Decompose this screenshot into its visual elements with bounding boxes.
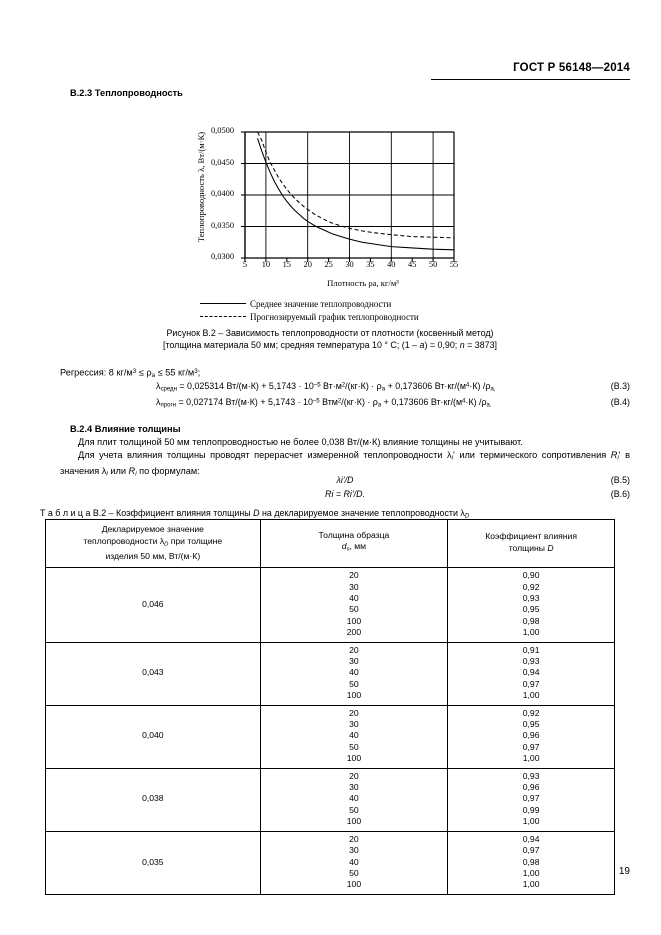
chart-x-tick: 45 bbox=[408, 260, 417, 269]
section-heading-b24: В.2.4 Влияние толщины bbox=[70, 424, 181, 434]
coefficient-value: 0,91 bbox=[522, 644, 540, 655]
section-b24-paragraph-2: Для учета влияния толщины проводят перерасчет измеренной теплопроводности $\lambda_і'$ или термического сопротивления $R_і'$ в значения $\lambda_і$ или $R_і$ по формулам: bbox=[60, 450, 630, 478]
thickness-value: 100 bbox=[346, 879, 362, 890]
coefficient-value: 0,94 bbox=[522, 833, 540, 844]
thickness-value: 20 bbox=[349, 570, 359, 581]
coefficient-value: 1,00 bbox=[522, 627, 540, 638]
thickness-value: 200 bbox=[346, 627, 362, 638]
thermal-conductivity-chart bbox=[188, 110, 478, 300]
coefficient-value: 1,00 bbox=[522, 867, 540, 878]
formula-b5-body: λі'/D bbox=[336, 475, 354, 485]
coefficient-value: 0,96 bbox=[522, 730, 540, 741]
legend-entry-predicted bbox=[200, 310, 500, 323]
table-header-declared-lambda: Декларируемое значение теплопроводности $\lambda_D$ при толщине изделия 50 мм, Вт/(м·К) bbox=[46, 520, 261, 568]
thickness-value: 40 bbox=[349, 856, 359, 867]
chart-x-tick: 15 bbox=[282, 260, 291, 269]
thickness-coefficient-table bbox=[45, 519, 615, 895]
legend-entry-mean bbox=[200, 297, 500, 310]
coefficient-value: 0,93 bbox=[522, 656, 540, 667]
coefficient-value: 0,98 bbox=[522, 615, 540, 626]
coefficient-value: 0,92 bbox=[522, 707, 540, 718]
table-cell-thickness-list bbox=[260, 831, 448, 894]
section-b24-paragraph-1: Для плит толщиной 50 мм теплопроводностью не более 0,038 Вт/(м·К) влияние толщины не учитывают. bbox=[78, 437, 523, 447]
table-cell-thickness-list bbox=[260, 705, 448, 768]
chart-y-tick: 0,0300 bbox=[210, 252, 234, 261]
formula-b4-body: $\lambda_{прогн} = 0,027174$ $Вт/(м\cdot К) + 5,1743 \cdot 10^{-5}$ $Втм^2/(кг\cdot К) \cdot \rho_а + 0,173606$ $Вт\cdot кг/(м^4\cdot К)$ $/\rho_{а.}$ bbox=[156, 397, 492, 409]
legend-label-predicted: Прогнозируемый график теплопроводности bbox=[250, 311, 419, 322]
chart-x-tick: 20 bbox=[303, 260, 312, 269]
chart-y-axis-label: Теплопроводность λ, Вт/(м·К) bbox=[196, 131, 206, 243]
coefficient-value: 0,99 bbox=[522, 804, 540, 815]
chart-x-tick: 5 bbox=[242, 260, 248, 269]
coefficient-value: 0,98 bbox=[522, 856, 540, 867]
table-cell-declared-lambda: 0,043 bbox=[46, 642, 261, 705]
chart-x-tick: 40 bbox=[387, 260, 396, 269]
thickness-value: 100 bbox=[346, 816, 362, 827]
formula-b4-number: (В.4) bbox=[610, 397, 630, 407]
formula-b3-row bbox=[60, 381, 630, 392]
table-cell-coefficient-list bbox=[448, 831, 615, 894]
chart-y-tick: 0,0400 bbox=[210, 189, 234, 198]
coefficient-value: 1,00 bbox=[522, 753, 540, 764]
table-cell-thickness-list bbox=[260, 768, 448, 831]
table-header-sample-thickness: Толщина образца $d_ѕ$, мм bbox=[260, 520, 448, 568]
formula-b6-row bbox=[60, 489, 630, 499]
coefficient-value: 1,00 bbox=[522, 879, 540, 890]
coefficient-value: 0,97 bbox=[522, 741, 540, 752]
thickness-value: 50 bbox=[349, 604, 359, 615]
coefficient-value: 0,96 bbox=[522, 782, 540, 793]
thickness-value: 30 bbox=[349, 782, 359, 793]
table-cell-thickness-list bbox=[260, 568, 448, 642]
table-row bbox=[46, 705, 615, 768]
chart-plot-area bbox=[188, 110, 478, 300]
table-title: Т а б л и ц а В.2 – Коэффициент влияния толщины D на декларируемое значение теплопроводности $\lambda_D$ bbox=[40, 508, 470, 520]
table-row bbox=[46, 831, 615, 894]
formula-b5-row bbox=[60, 475, 630, 485]
coefficient-value: 1,00 bbox=[522, 690, 540, 701]
thickness-value: 50 bbox=[349, 678, 359, 689]
chart-x-tick: 10 bbox=[261, 260, 271, 269]
chart-series-1 bbox=[258, 138, 454, 250]
figure-caption-line2: [толщина материала 50 мм; средняя температура 10 ° С; (1 – a) = 0,90; n = 3873] bbox=[162, 340, 497, 350]
thickness-value: 40 bbox=[349, 793, 359, 804]
coefficient-value: 1,00 bbox=[522, 816, 540, 827]
table-cell-declared-lambda: 0,040 bbox=[46, 705, 261, 768]
formula-b4-row bbox=[60, 397, 630, 408]
table-cell-coefficient-list bbox=[448, 705, 615, 768]
table-cell-declared-lambda: 0,038 bbox=[46, 768, 261, 831]
legend-solid-line-icon bbox=[200, 303, 246, 304]
legend-label-mean: Среднее значение теплопроводности bbox=[250, 298, 392, 309]
chart-x-tick: 30 bbox=[345, 260, 354, 269]
thickness-value: 40 bbox=[349, 667, 359, 678]
table-row bbox=[46, 568, 615, 642]
thickness-value: 20 bbox=[349, 644, 359, 655]
coefficient-value: 0,97 bbox=[522, 793, 540, 804]
thickness-value: 20 bbox=[349, 770, 359, 781]
coefficient-value: 0,93 bbox=[522, 770, 540, 781]
chart-x-axis-label: Плотность ρа, кг/м³ bbox=[327, 278, 399, 288]
coefficient-value: 0,92 bbox=[522, 581, 540, 592]
legend-dashed-line-icon bbox=[200, 316, 246, 317]
chart-series-2 bbox=[258, 132, 454, 238]
coefficient-value: 0,95 bbox=[522, 604, 540, 615]
coefficient-value: 0,95 bbox=[522, 719, 540, 730]
formula-b6-body: Rі = Rі'/D. bbox=[325, 489, 365, 499]
thickness-value: 100 bbox=[346, 690, 362, 701]
thickness-value: 50 bbox=[349, 741, 359, 752]
figure-caption bbox=[70, 327, 590, 351]
figure-caption-line1: Рисунок В.2 – Зависимость теплопроводности от плотности (косвенный метод) bbox=[166, 328, 494, 338]
table-row bbox=[46, 768, 615, 831]
table-header-row bbox=[46, 520, 615, 568]
chart-y-tick: 0,0500 bbox=[210, 126, 234, 135]
formula-b6-number: (В.6) bbox=[610, 489, 630, 499]
coefficient-value: 0,94 bbox=[522, 667, 540, 678]
thickness-value: 100 bbox=[346, 753, 362, 764]
table-cell-thickness-list bbox=[260, 642, 448, 705]
thickness-value: 50 bbox=[349, 867, 359, 878]
table-head bbox=[46, 520, 615, 568]
formula-b5-number: (В.5) bbox=[610, 475, 630, 485]
thickness-value: 100 bbox=[346, 615, 362, 626]
thickness-value: 30 bbox=[349, 656, 359, 667]
document-standard-header: ГОСТ Р 56148—2014 bbox=[513, 62, 630, 74]
chart-x-tick: 25 bbox=[324, 260, 333, 269]
coefficient-value: 0,90 bbox=[522, 570, 540, 581]
table-cell-coefficient-list bbox=[448, 568, 615, 642]
chart-y-tick: 0,0450 bbox=[210, 157, 234, 167]
table-cell-declared-lambda: 0,035 bbox=[46, 831, 261, 894]
table-cell-coefficient-list bbox=[448, 768, 615, 831]
thickness-value: 40 bbox=[349, 592, 359, 603]
thickness-value: 30 bbox=[349, 719, 359, 730]
thickness-value: 20 bbox=[349, 833, 359, 844]
chart-y-tick: 0,0350 bbox=[210, 220, 234, 230]
chart-x-tick: 35 bbox=[366, 260, 375, 269]
coefficient-value: 0,97 bbox=[522, 845, 540, 856]
thickness-value: 30 bbox=[349, 581, 359, 592]
thickness-value: 20 bbox=[349, 707, 359, 718]
table-header-thickness-coefficient: Коэффициент влияния толщины D bbox=[448, 520, 615, 568]
thickness-value: 40 bbox=[349, 730, 359, 741]
thickness-value: 30 bbox=[349, 845, 359, 856]
chart-x-tick: 50 bbox=[428, 260, 438, 269]
chart-legend bbox=[200, 297, 500, 323]
coefficient-value: 0,93 bbox=[522, 592, 540, 603]
page-number: 19 bbox=[618, 866, 630, 877]
chart-x-tick: 55 bbox=[449, 260, 459, 269]
formula-b3-number: (В.3) bbox=[610, 381, 630, 391]
table-cell-declared-lambda: 0,046 bbox=[46, 568, 261, 642]
formula-b3-body: $\lambda_{средн} = 0,025314$ $Вт/(м\cdot К) + 5,1743 \cdot 10^{-5}$ $Вт\cdot м^2/(кг\cdot К) \cdot \rho_а + 0,173606$ $Вт\cdot кг/(м^4\cdot К)$ $/\rho_{а,}$ bbox=[156, 381, 496, 393]
regression-intro: Регрессия: 8 $кг/м^3 \le \rho_а \le 55$ $кг/м^3$; bbox=[60, 367, 201, 380]
section-heading-b23: В.2.3 Теплопроводность bbox=[70, 88, 183, 98]
coefficient-value: 0,97 bbox=[522, 678, 540, 689]
table-cell-coefficient-list bbox=[448, 642, 615, 705]
table-body bbox=[46, 568, 615, 895]
thickness-value: 50 bbox=[349, 804, 359, 815]
table-row bbox=[46, 642, 615, 705]
header-rule bbox=[431, 79, 630, 80]
